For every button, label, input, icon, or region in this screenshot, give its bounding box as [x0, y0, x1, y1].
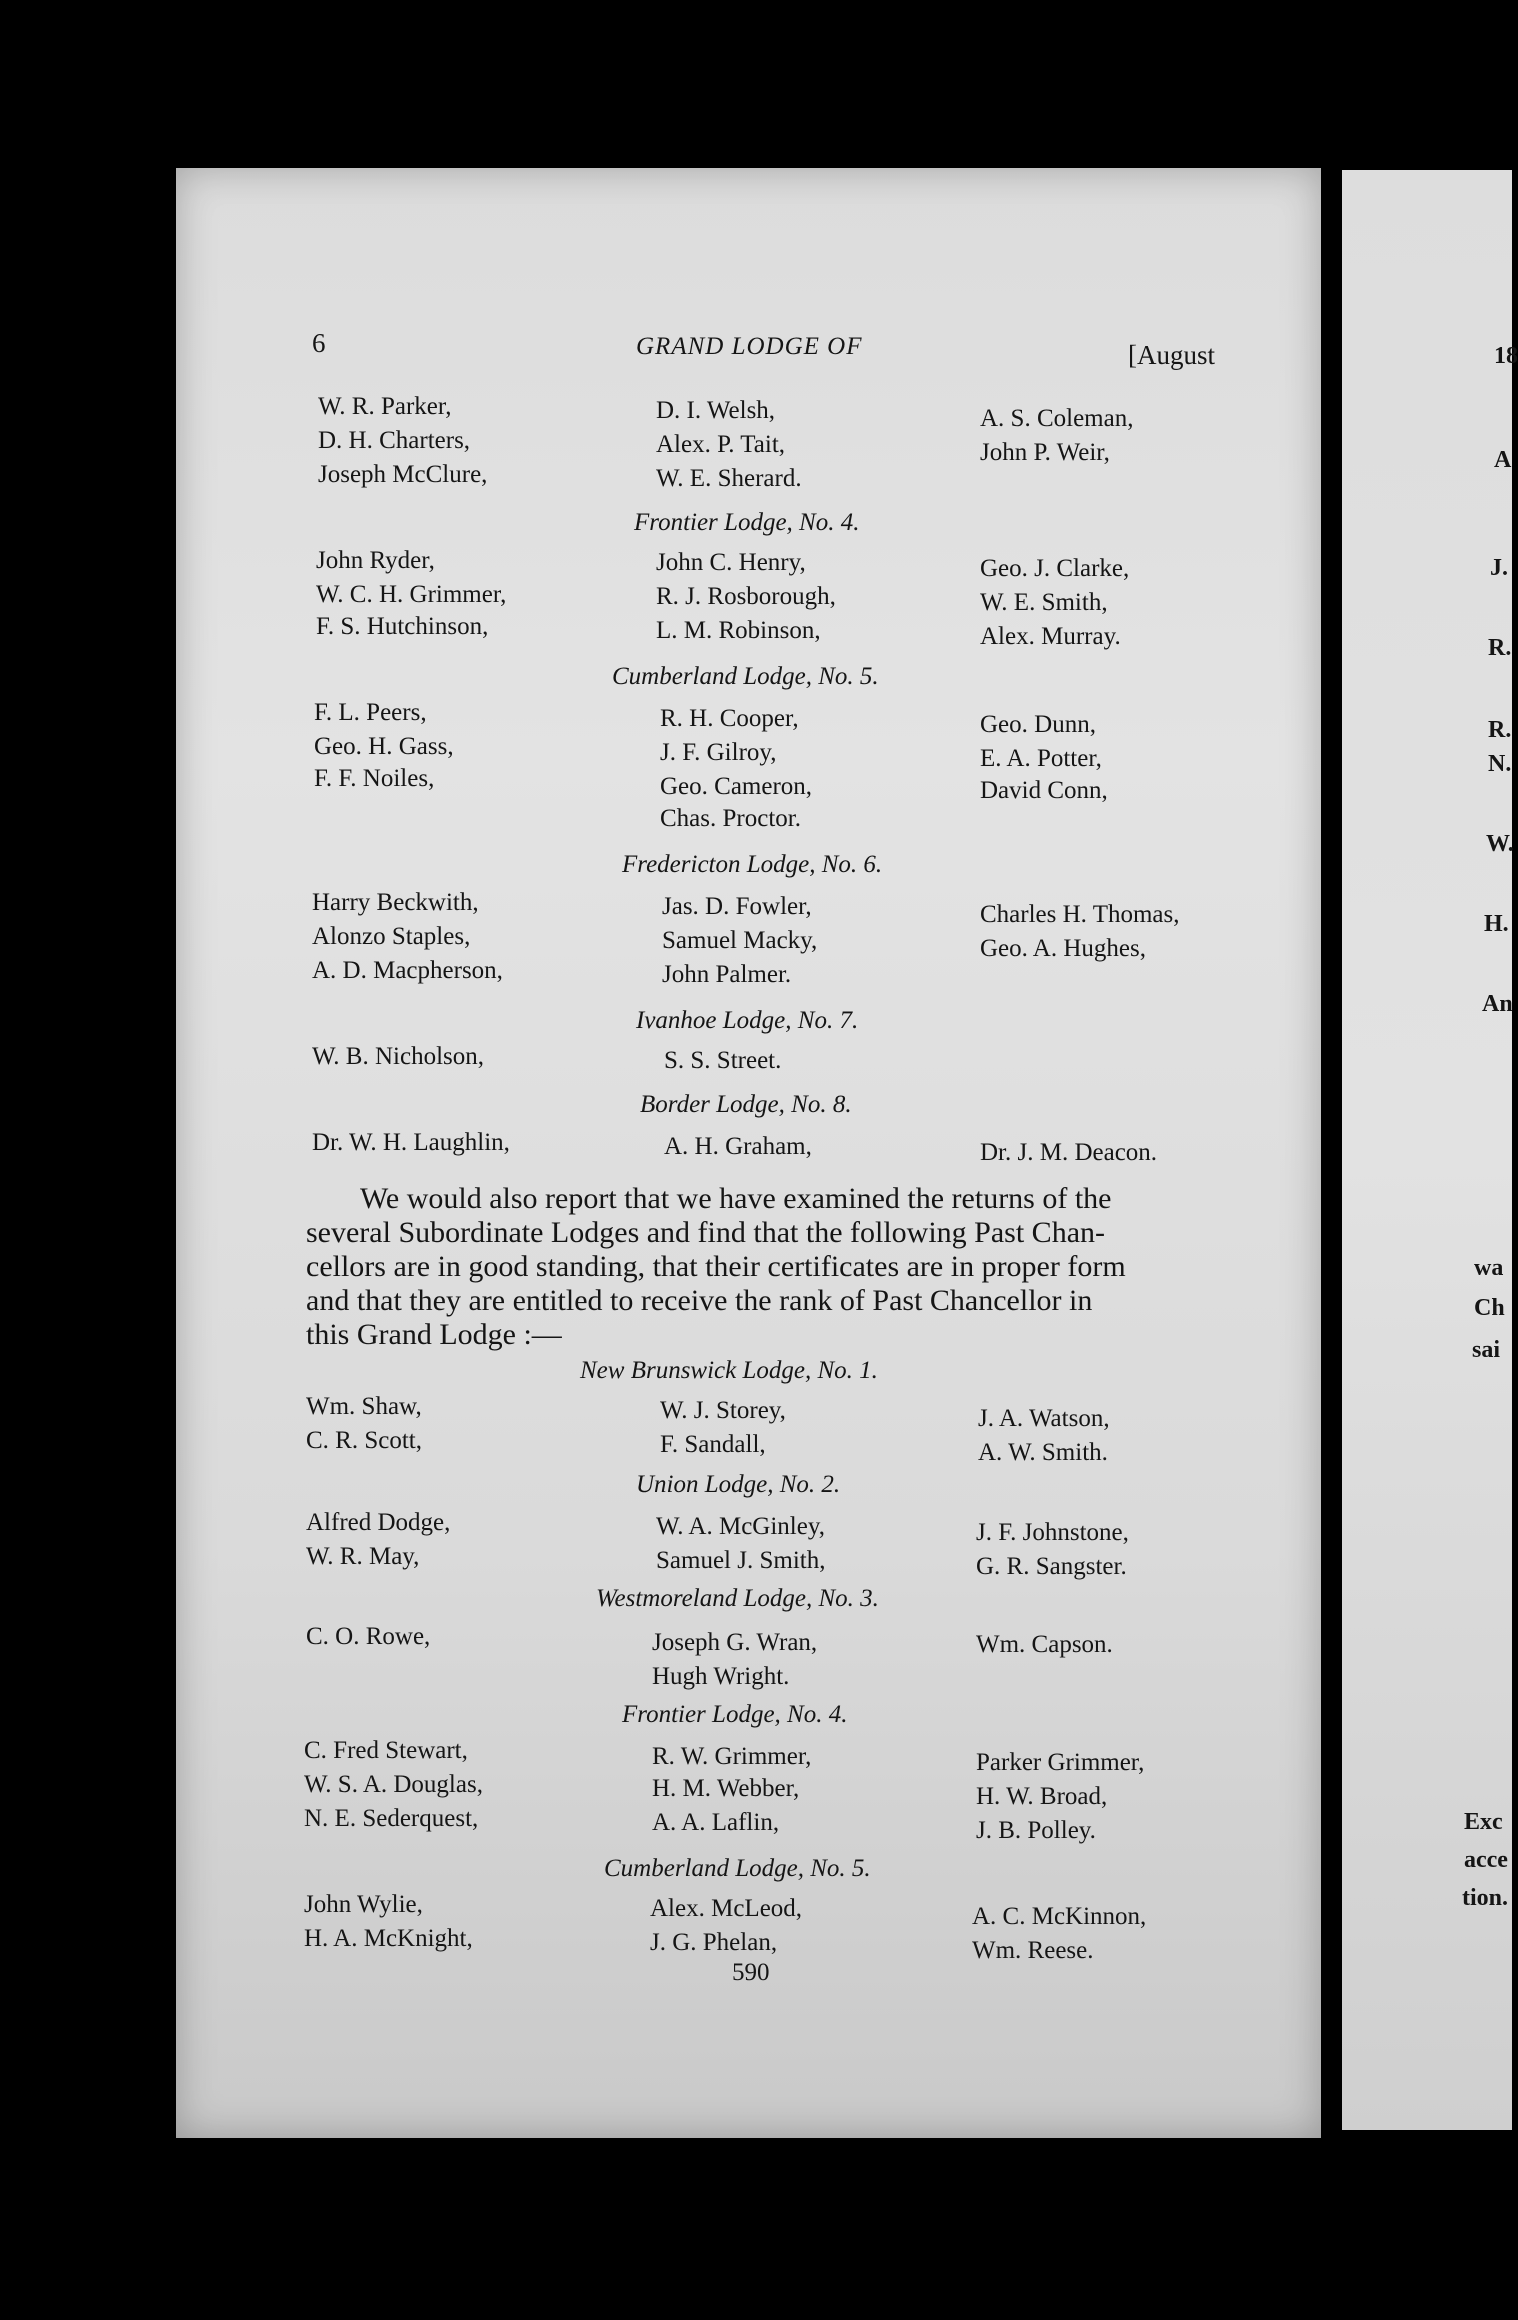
name: J. B. Polley. [976, 1817, 1096, 1844]
folio-number: 590 [732, 1959, 770, 1986]
name: Alex. McLeod, [650, 1895, 803, 1922]
name: W. B. Nicholson, [312, 1043, 484, 1070]
name: C. Fred Stewart, [304, 1737, 468, 1764]
paragraph-line: and that they are entitled to receive the rank of Past Chancellor in [306, 1284, 1093, 1317]
name: A. A. Laflin, [652, 1809, 780, 1836]
name: Alfred Dodge, [306, 1509, 451, 1536]
next-page-fragment: Ch [1474, 1295, 1505, 1321]
name: A. S. Coleman, [980, 405, 1134, 432]
name: D. H. Charters, [318, 427, 471, 454]
name: F. Sandall, [660, 1431, 766, 1458]
name: W. R. May, [306, 1543, 420, 1570]
name: Geo. J. Clarke, [980, 555, 1130, 582]
name: Wm. Shaw, [306, 1393, 422, 1420]
name: H. M. Webber, [652, 1775, 800, 1802]
next-page-fragment: Exc [1464, 1809, 1503, 1835]
next-page-fragment: N. [1488, 751, 1512, 777]
name: W. E. Smith, [980, 589, 1108, 616]
name: A. W. Smith. [978, 1439, 1108, 1466]
name: Geo. Cameron, [660, 773, 813, 800]
next-page-fragment: W. [1486, 831, 1514, 857]
name: Parker Grimmer, [976, 1749, 1145, 1776]
name: D. I. Welsh, [656, 397, 776, 424]
name: Hugh Wright. [652, 1663, 790, 1690]
lodge-heading: Cumberland Lodge, No. 5. [612, 663, 879, 690]
name: W. S. A. Douglas, [304, 1771, 483, 1798]
name: John P. Weir, [980, 439, 1110, 466]
lodge-heading: Fredericton Lodge, No. 6. [622, 851, 883, 878]
name: R. J. Rosborough, [656, 583, 836, 610]
adjacent-page-edge [1342, 170, 1512, 2130]
next-page-fragment: R. [1488, 717, 1512, 743]
lodge-heading: Frontier Lodge, No. 4. [634, 509, 860, 536]
name: David Conn, [980, 777, 1108, 804]
name: C. O. Rowe, [306, 1623, 431, 1650]
lodge-heading: Ivanhoe Lodge, No. 7. [636, 1007, 859, 1034]
name: Geo. A. Hughes, [980, 935, 1146, 962]
name: F. S. Hutchinson, [316, 613, 489, 640]
report-paragraph [306, 1182, 1206, 1352]
next-page-fragment: R. [1488, 635, 1512, 661]
name: Geo. Dunn, [980, 711, 1096, 738]
name: Joseph G. Wran, [652, 1629, 818, 1656]
name: J. F. Johnstone, [976, 1519, 1129, 1546]
name: John C. Henry, [656, 549, 806, 576]
name: W. R. Parker, [318, 393, 452, 420]
name: J. G. Phelan, [650, 1929, 778, 1956]
name: Samuel J. Smith, [656, 1547, 826, 1574]
next-page-fragment: 18 [1494, 343, 1518, 369]
name: John Wylie, [304, 1891, 423, 1918]
paragraph-line: this Grand Lodge :— [306, 1318, 562, 1351]
paragraph-line: We would also report that we have examined the returns of the [360, 1182, 1112, 1215]
name: W. C. H. Grimmer, [316, 581, 507, 608]
name: Wm. Capson. [976, 1631, 1113, 1658]
next-page-fragment: J. [1490, 555, 1508, 581]
name: A. C. McKinnon, [972, 1903, 1147, 1930]
next-page-fragment: A [1494, 447, 1512, 473]
lodge-heading: Cumberland Lodge, No. 5. [604, 1855, 871, 1882]
page-number: 6 [312, 328, 326, 358]
name: G. R. Sangster. [976, 1553, 1127, 1580]
name: J. A. Watson, [978, 1405, 1110, 1432]
name: F. F. Noiles, [314, 765, 435, 792]
lodge-heading: New Brunswick Lodge, No. 1. [580, 1357, 878, 1384]
lodge-heading: Union Lodge, No. 2. [636, 1471, 841, 1498]
name: Harry Beckwith, [312, 889, 479, 916]
name: F. L. Peers, [314, 699, 427, 726]
lodge-heading: Frontier Lodge, No. 4. [622, 1701, 848, 1728]
name: H. W. Broad, [976, 1783, 1108, 1810]
name: W. E. Sherard. [656, 465, 802, 492]
name: L. M. Robinson, [656, 617, 821, 644]
name: Joseph McClure, [318, 461, 488, 488]
name: Alex. Murray. [980, 623, 1121, 650]
name: C. R. Scott, [306, 1427, 422, 1454]
running-title: GRAND LODGE OF [636, 333, 863, 360]
name: A. D. Macpherson, [312, 957, 503, 984]
name: Jas. D. Fowler, [662, 893, 812, 920]
name: Chas. Proctor. [660, 805, 801, 832]
next-page-fragment: H. [1484, 911, 1509, 937]
running-date: [August [1128, 340, 1215, 370]
name: Dr. J. M. Deacon. [980, 1139, 1158, 1166]
name: H. A. McKnight, [304, 1925, 473, 1952]
name: S. S. Street. [664, 1047, 782, 1074]
name: Alonzo Staples, [312, 923, 471, 950]
paragraph-line: cellors are in good standing, that their certificates are in proper form [306, 1250, 1126, 1283]
name: R. H. Cooper, [660, 705, 799, 732]
name: N. E. Sederquest, [304, 1805, 479, 1832]
name: Charles H. Thomas, [980, 901, 1180, 928]
name: E. A. Potter, [980, 745, 1102, 772]
paragraph-line: several Subordinate Lodges and find that the following Past Chan- [306, 1216, 1105, 1249]
name: John Palmer. [662, 961, 792, 988]
name: Geo. H. Gass, [314, 733, 454, 760]
name: Wm. Reese. [972, 1937, 1094, 1964]
name: J. F. Gilroy, [660, 739, 777, 766]
name: Samuel Macky, [662, 927, 818, 954]
name: Dr. W. H. Laughlin, [312, 1129, 510, 1156]
next-page-fragment: An [1482, 991, 1513, 1017]
name: John Ryder, [316, 547, 435, 574]
next-page-fragment: acce [1464, 1847, 1508, 1873]
name: A. H. Graham, [664, 1133, 812, 1160]
next-page-fragment: tion. [1462, 1885, 1509, 1911]
next-page-fragment: sai [1472, 1337, 1501, 1363]
lodge-heading: Border Lodge, No. 8. [640, 1091, 852, 1118]
name: W. A. McGinley, [656, 1513, 825, 1540]
name: Alex. P. Tait, [656, 431, 786, 458]
lodge-heading: Westmoreland Lodge, No. 3. [596, 1585, 879, 1612]
name: W. J. Storey, [660, 1397, 786, 1424]
next-page-fragment: wa [1474, 1255, 1504, 1281]
name: R. W. Grimmer, [652, 1743, 812, 1770]
